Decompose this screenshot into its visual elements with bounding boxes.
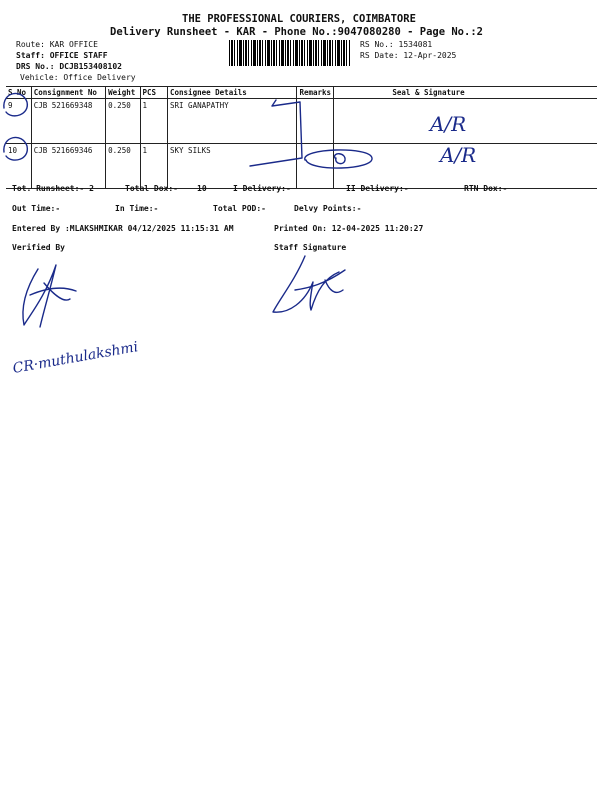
row-pcs: 1 <box>140 144 167 189</box>
staff-signature <box>265 250 360 325</box>
company-title: THE PROFESSIONAL COURIERS, COIMBATORE <box>182 13 416 25</box>
row-consignee: SRI GANAPATHY <box>168 99 297 144</box>
total-pod-label: Total POD:- <box>213 204 266 213</box>
row-consignment: CJB 521669348 <box>31 99 105 144</box>
col-pcs: PCS <box>140 87 167 99</box>
col-seal: Seal & Signature <box>334 87 597 99</box>
col-remarks: Remarks <box>297 87 334 99</box>
tot-runsheet: Tot. Runsheet:- 2 <box>12 184 94 193</box>
row-pcs: 1 <box>140 99 167 144</box>
col-weight: Weight <box>106 87 140 99</box>
verified-by-label: Verified By <box>12 243 65 252</box>
handwritten-name: CR·muthulakshmi <box>11 339 140 377</box>
col-sno: S No <box>6 87 31 99</box>
rs-date-label: RS Date: 12-Apr-2025 <box>360 51 457 60</box>
in-time-label: In Time:- <box>115 204 159 213</box>
entered-by: Entered By :MLAKSHMIKAR 04/12/2025 11:15:31 AM <box>12 224 234 233</box>
row-weight: 0.250 <box>106 144 140 189</box>
runsheet-title: Delivery Runsheet - KAR - Phone No.:9047080280 - Page No.:2 <box>110 26 483 38</box>
circle-sno-9 <box>4 93 27 115</box>
delvy-points-label: Delvy Points:- <box>294 204 362 213</box>
drs-label: DRS No.: DCJB153408102 <box>16 62 122 71</box>
seal-ar-1: A/R <box>430 112 467 136</box>
row-sno: 9 <box>6 99 31 144</box>
out-time-label: Out Time:- <box>12 204 61 213</box>
vehicle-label: Vehicle: Office Delivery <box>20 73 136 82</box>
row-sno: 10 <box>6 144 31 189</box>
row-weight: 0.250 <box>106 99 140 144</box>
verified-signature <box>10 255 90 335</box>
circle-sno-10 <box>4 137 27 160</box>
rtn-dox-label: RTN Dox:- <box>464 184 508 193</box>
barcode <box>229 40 351 66</box>
staff-signature-label: Staff Signature <box>274 243 347 252</box>
total-dox-label: Total Dox:- <box>125 184 178 193</box>
staff-label: Staff: OFFICE STAFF <box>16 51 108 60</box>
seal-ar-2: A/R <box>440 143 477 167</box>
rs-no-label: RS No.: 1534081 <box>360 40 433 49</box>
i-delivery-label: I Delivery:- <box>233 184 291 193</box>
col-consignment: Consignment No <box>31 87 105 99</box>
ii-delivery-label: II Delivery:- <box>346 184 409 193</box>
arrow-line <box>250 100 302 166</box>
route-label: Route: KAR OFFICE <box>16 40 98 49</box>
row-consignment: CJB 521669346 <box>31 144 105 189</box>
table-ink-marks <box>0 80 600 180</box>
row-consignee: SKY SILKS <box>168 144 297 189</box>
total-dox-value: 10 <box>197 184 207 193</box>
col-consignee: Consignee Details <box>168 87 297 99</box>
remarks-oval <box>305 150 372 168</box>
printed-on: Printed On: 12-04-2025 11:20:27 <box>274 224 424 233</box>
